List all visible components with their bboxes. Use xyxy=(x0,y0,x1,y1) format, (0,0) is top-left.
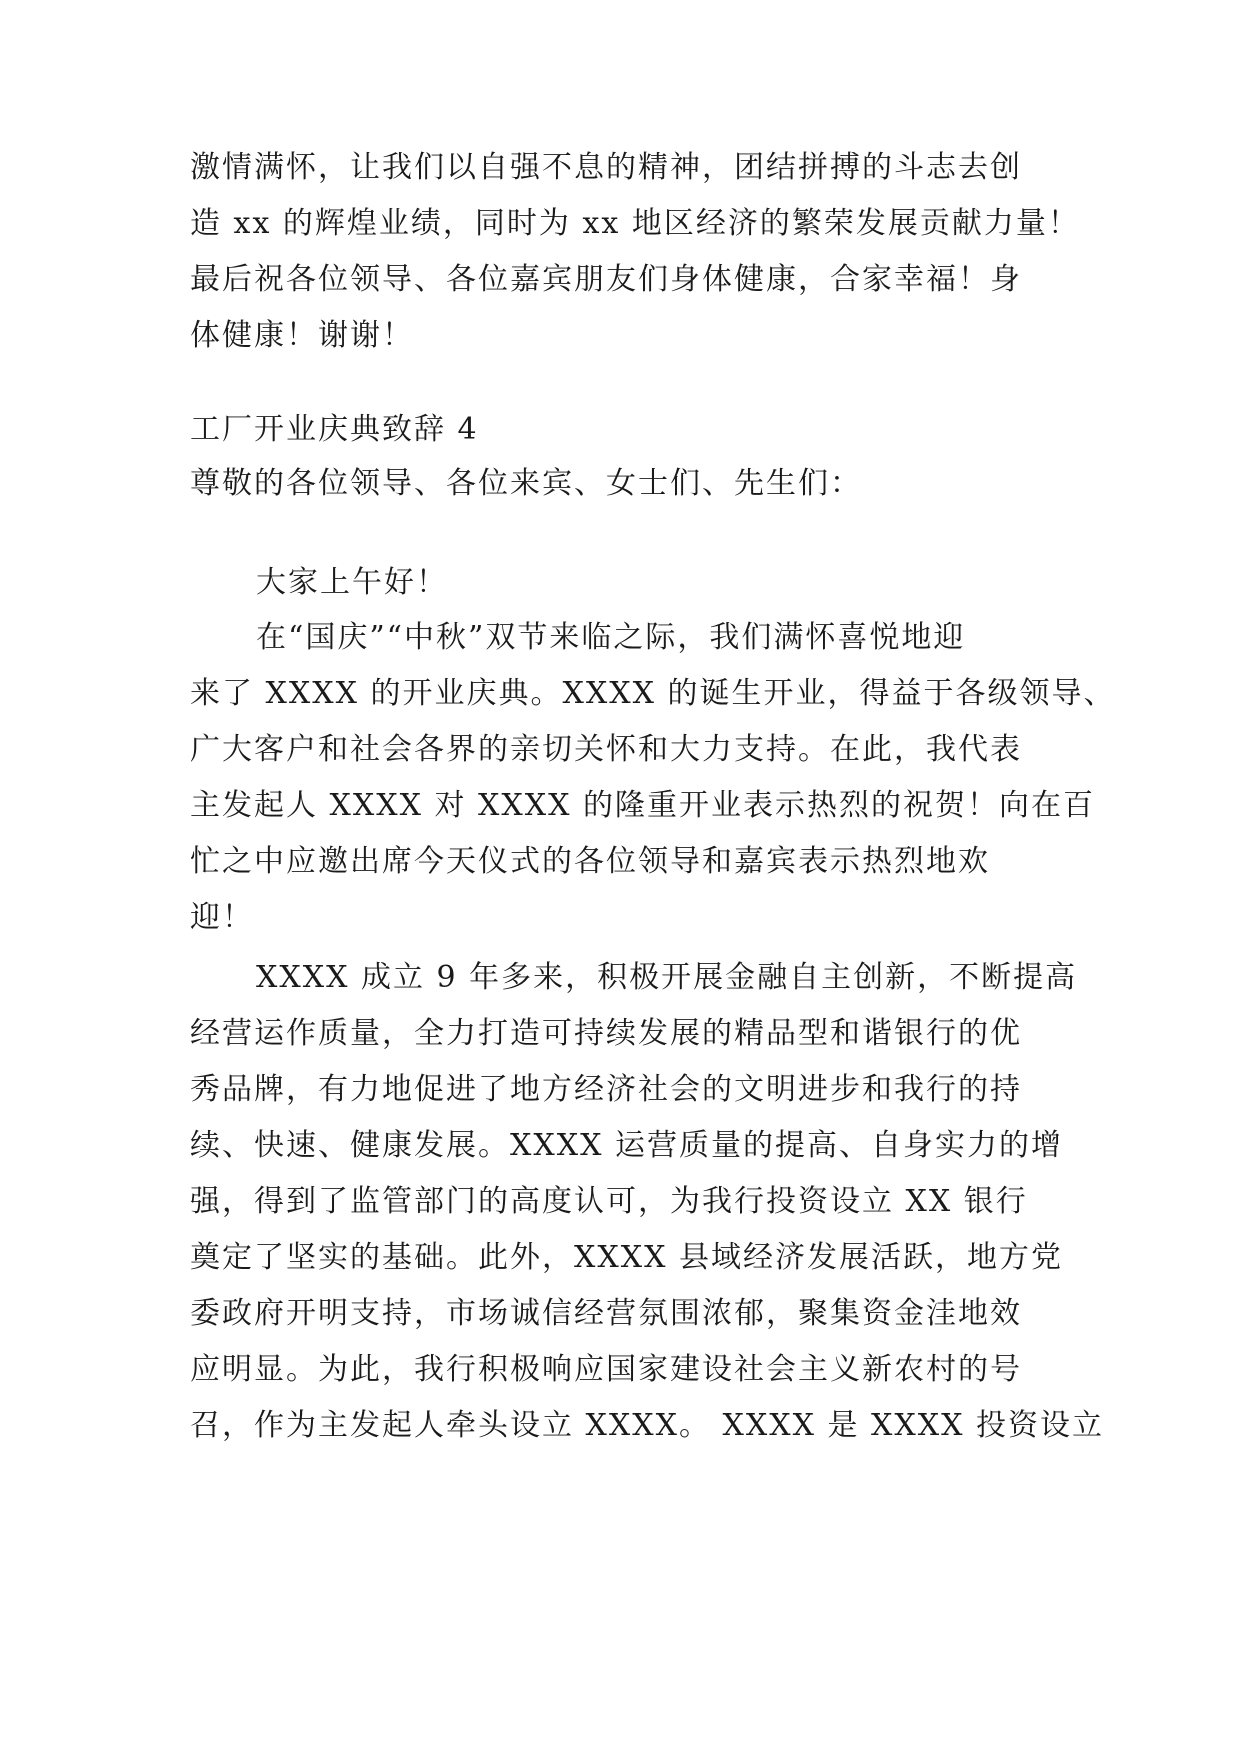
paragraph-line: 奠定了坚实的基础。此外，XXXX 县域经济发展活跃，地方党 xyxy=(190,1240,1063,1275)
paragraph-line: 造 xx 的辉煌业绩，同时为 xx 地区经济的繁荣发展贡献力量！ xyxy=(190,206,1080,241)
section-title: 工厂开业庆典致辞 4 xyxy=(190,412,479,447)
paragraph-line: 最后祝各位领导、各位嘉宾朋友们身体健康，合家幸福！身 xyxy=(190,262,1022,297)
paragraph-line: 召，作为主发起人牵头设立 XXXX。 XXXX 是 XXXX 投资设立 xyxy=(190,1408,1104,1443)
paragraph-line: 激情满怀，让我们以自强不息的精神，团结拼搏的斗志去创 xyxy=(190,150,1022,185)
paragraph-line: 迎！ xyxy=(190,900,254,935)
paragraph-line: XXXX 成立 9 年多来，积极开展金融自主创新，不断提高 xyxy=(256,960,1078,995)
paragraph-line: 续、快速、健康发展。XXXX 运营质量的提高、自身实力的增 xyxy=(190,1128,1063,1163)
paragraph-line: 体健康！谢谢！ xyxy=(190,318,414,353)
paragraph-line: 主发起人 XXXX 对 XXXX 的隆重开业表示热烈的祝贺！向在百 xyxy=(190,788,1096,823)
paragraph-line: 应明显。为此，我行积极响应国家建设社会主义新农村的号 xyxy=(190,1352,1022,1387)
paragraph-line: 忙之中应邀出席今天仪式的各位领导和嘉宾表示热烈地欢 xyxy=(190,844,990,879)
paragraph-line: 委政府开明支持，市场诚信经营氛围浓郁，聚集资金洼地效 xyxy=(190,1296,1022,1331)
paragraph-line: 强，得到了监管部门的高度认可，为我行投资设立 XX 银行 xyxy=(190,1184,1028,1219)
paragraph-line: 广大客户和社会各界的亲切关怀和大力支持。在此，我代表 xyxy=(190,732,1022,767)
paragraph-line: 来了 XXXX 的开业庆典。XXXX 的诞生开业，得益于各级领导、 xyxy=(190,676,1116,711)
paragraph-line: 经营运作质量，全力打造可持续发展的精品型和谐银行的优 xyxy=(190,1016,1022,1051)
salutation: 尊敬的各位领导、各位来宾、女士们、先生们： xyxy=(190,466,862,501)
paragraph-line: 在“国庆”“中秋”双节来临之际，我们满怀喜悦地迎 xyxy=(256,620,966,655)
greeting: 大家上午好！ xyxy=(256,565,448,600)
paragraph-line: 秀品牌，有力地促进了地方经济社会的文明进步和我行的持 xyxy=(190,1072,1022,1107)
